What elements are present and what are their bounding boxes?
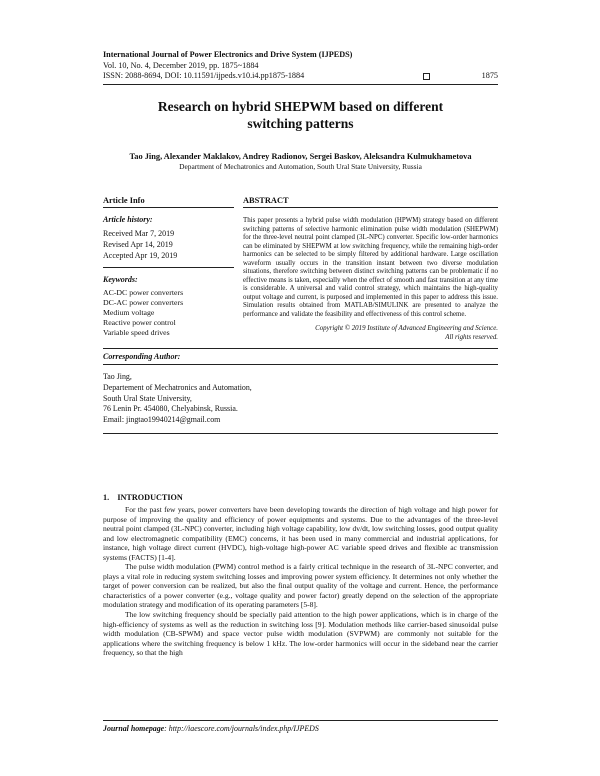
corresponding-email: Email: jingtao19940214@gmail.com [103, 415, 221, 425]
intro-paragraph: The pulse width modulation (PWM) control method is a fairly critical technique in the research of 3L-NPC converter, and plays a vital role in reducing system switching losses and improving power system efficiency. It determines not only whether the target of power conversion can be realized, but also the final output quality of the voltage and current. Hence, the performance characteristics of a power converter (e.g., voltage quality and power factor) greatly depend on the selection of the appropriate modulation strategy and modification of its operating parameters [5-8]. [103, 562, 498, 610]
corresponding-line: 76 Lenin Pr. 454080, Chelyabinsk, Russia. [103, 404, 238, 414]
authors: Tao Jing, Alexander Maklakov, Andrey Radionov, Sergei Baskov, Aleksandra Kulmukhametova [129, 152, 472, 161]
issn-row [103, 71, 498, 82]
keyword-item: Reactive power control [103, 318, 176, 327]
page-number: 1875 [481, 71, 498, 80]
corresponding-line: South Ural State University, [103, 393, 192, 403]
article-info-heading: Article Info [103, 196, 234, 208]
corresponding-end-rule [103, 433, 498, 434]
title-line-2: switching patterns [247, 116, 354, 131]
copyright-line-1: Copyright © 2019 Institute of Advanced Engineering and Science. [315, 324, 498, 332]
header-rule [103, 84, 498, 85]
book-icon [423, 73, 430, 80]
copyright [243, 324, 498, 342]
paper-title [103, 98, 498, 132]
corresponding-rule [103, 364, 498, 365]
volume-line: Vol. 10, No. 4, December 2019, pp. 1875~1884 [103, 60, 259, 70]
corresponding-author [103, 372, 498, 426]
abstract [243, 196, 498, 342]
footer [103, 724, 319, 733]
keyword-item: DC-AC power converters [103, 298, 184, 307]
copyright-line-2: All rights reserved. [445, 333, 498, 341]
intro-paragraph: The low switching frequency should be specially paid attention to the high power applications, which is in charge of the high-efficiency of systems as well as the reduction in switching loss [9]. Modulation methods like carrier-based sinusoidal pulse width modulation (CB-SPWM) and space vector pulse width modulation (SVPWM) are commonly not suitable for the applications where the switching frequency is below 1 kHz. The low-order harmonics will occur in the sideband near the carrier frequency, so that the high [103, 610, 498, 658]
keywords-heading: Keywords: [103, 275, 138, 284]
keyword-item: Variable speed drives [103, 328, 170, 337]
title-line-1: Research on hybrid SHEPWM based on different [157, 99, 444, 114]
article-info [103, 196, 234, 342]
journal-name: International Journal of Power Electronics and Drive System (IJPEDS) [103, 50, 353, 59]
journal-header [103, 50, 498, 82]
keyword-item: Medium voltage [103, 308, 155, 317]
corresponding-line: Departement of Mechatronics and Automation, [103, 382, 252, 392]
history-item: Accepted Apr 19, 2019 [103, 251, 178, 260]
abstract-text: This paper presents a hybrid pulse width modulation (HPWM) strategy based on different switching patterns of selective harmonic elimination pulse width modulation (SHEPWM) for the three-level neutral point clamped (3L-NPC) converter. Specific low-order harmonics can be eliminated by SHEPWM at low switching frequency, while the remaining high-order harmonics can be selected to be simply filtered by additional hardware. Large oscillation waveform usually occurs in the transition instant between two diverse modulation situations, therefore switching between distinct switching patterns can be problematic if no effective means is taken, especially when the effect of smooth and fast transition at any time is considerable. A universal and valid control strategy, which maintains the high-quality output voltage and current, is purposed and implemented in this paper to address this issue. Simulation results obtained from MATLAB/SIMULINK are presented to analyze the performance and validate the feasibility and effectiveness of this control scheme. [243, 217, 498, 319]
footer-label: Journal homepage [103, 724, 165, 733]
history-list [103, 228, 234, 261]
affiliation: Department of Mechatronics and Automation, South Ural State University, Russia [179, 162, 422, 171]
issn-line: ISSN: 2088-8694, DOI: 10.11591/ijpeds.v10.i4.pp1875-1884 [103, 71, 305, 80]
introduction-body [103, 505, 498, 658]
keyword-list [103, 288, 234, 338]
introduction-heading: 1. INTRODUCTION [103, 493, 183, 502]
keywords [103, 275, 234, 342]
abstract-heading: ABSTRACT [243, 196, 498, 208]
footer-rule [103, 720, 498, 721]
history-item: Revised Apr 14, 2019 [103, 240, 173, 249]
footer-url[interactable]: : http://iaescore.com/journals/index.php/IJPEDS [164, 724, 319, 733]
history-heading: Article history: [103, 215, 153, 224]
article-history [103, 215, 234, 268]
intro-paragraph: For the past few years, power converters have been developing towards the direction of high voltage and high power for purpose of improving the quality and efficiency of power equipments and systems. Due to the advantages of the three-level neutral point clamped (3L-NPC) converter, including high voltage capability, low dv/dt, low switching losses, good output quality and low electromagnetic compatibility (EMC) concerns, it has been used in many commercial and industrial applications, for instance, high voltage direct current (HVDC), high-voltage high-power AC variable speed drives and flexible ac transmission systems (FACTS) [1-4]. [103, 505, 498, 562]
page-number-group [423, 71, 498, 82]
keyword-item: AC-DC power converters [103, 288, 184, 297]
corresponding-heading: Corresponding Author: [103, 352, 181, 361]
history-item: Received Mar 7, 2019 [103, 229, 175, 238]
corresponding-line: Tao Jing, [103, 372, 132, 381]
section-rule [103, 348, 498, 349]
